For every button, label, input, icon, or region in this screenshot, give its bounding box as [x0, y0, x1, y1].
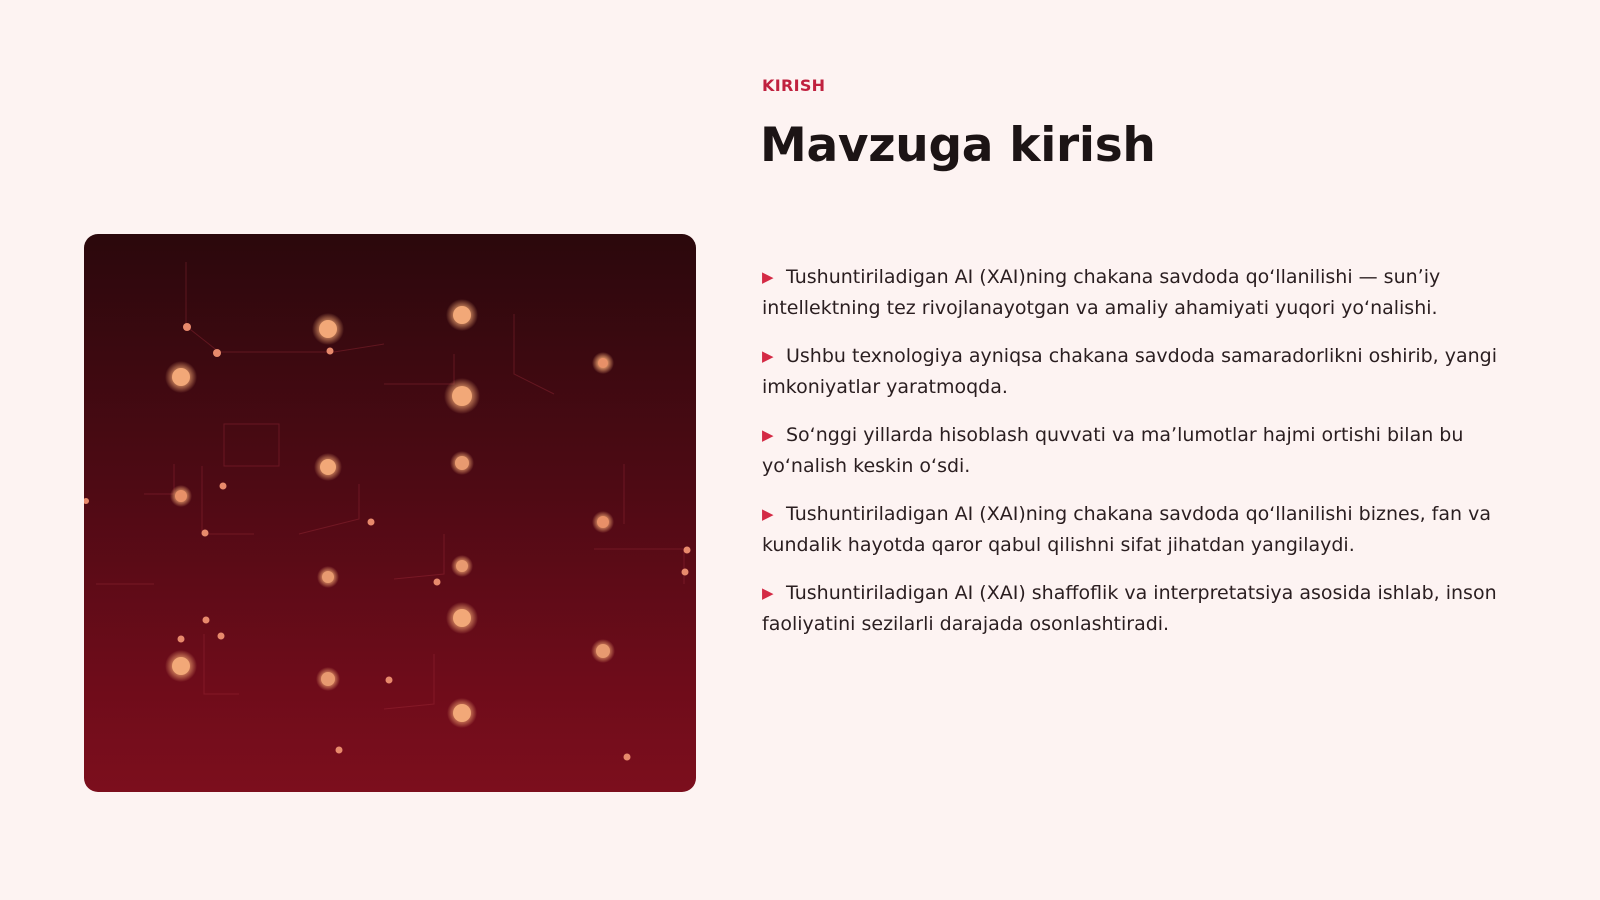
- bullet-text: Tushuntiriladigan AI (XAI)ning chakana savdoda qoʻllanilishi — sunʼiy intellektning tez rivojlanayotgan va amaliy ahamiyati yuqori yoʻnalishi.: [762, 266, 1441, 319]
- slide-title: Mavzuga kirish: [760, 118, 1156, 173]
- bullet-text: Tushuntiriladigan AI (XAI)ning chakana savdoda qoʻllanilishi biznes, fan va kundalik hayotda qaror qabul qilishni sifat jihatdan yangilaydi.: [762, 503, 1491, 556]
- bullet-marker-icon: ▶: [762, 268, 774, 286]
- circuit-network-illustration: [84, 234, 696, 792]
- section-kicker: KIRISH: [762, 76, 826, 95]
- bullet-marker-icon: ▶: [762, 426, 774, 444]
- bullet-marker-icon: ▶: [762, 347, 774, 365]
- bullet-item: [762, 341, 1518, 403]
- bullet-marker-icon: ▶: [762, 505, 774, 523]
- bullet-text: Ushbu texnologiya ayniqsa chakana savdoda samaradorlikni oshirib, yangi imkoniyatlar yaratmoqda.: [762, 345, 1498, 398]
- network-nodes: [165, 299, 615, 728]
- bullet-item: [762, 262, 1518, 324]
- bullet-item: [762, 420, 1518, 482]
- bullet-text: Tushuntiriladigan AI (XAI) shaffoflik va interpretatsiya asosida ishlab, inson faoliyatini sezilarli darajada osonlashtiradi.: [762, 582, 1497, 635]
- bullet-item: [762, 499, 1518, 561]
- circuit-graphic: [84, 234, 696, 792]
- bullet-item: [762, 578, 1518, 640]
- bullet-text: Soʻnggi yillarda hisoblash quvvati va maʼlumotlar hajmi ortishi bilan bu yoʻnalish keskin oʻsdi.: [762, 424, 1464, 477]
- bullet-marker-icon: ▶: [762, 584, 774, 602]
- bullet-list: [762, 262, 1518, 657]
